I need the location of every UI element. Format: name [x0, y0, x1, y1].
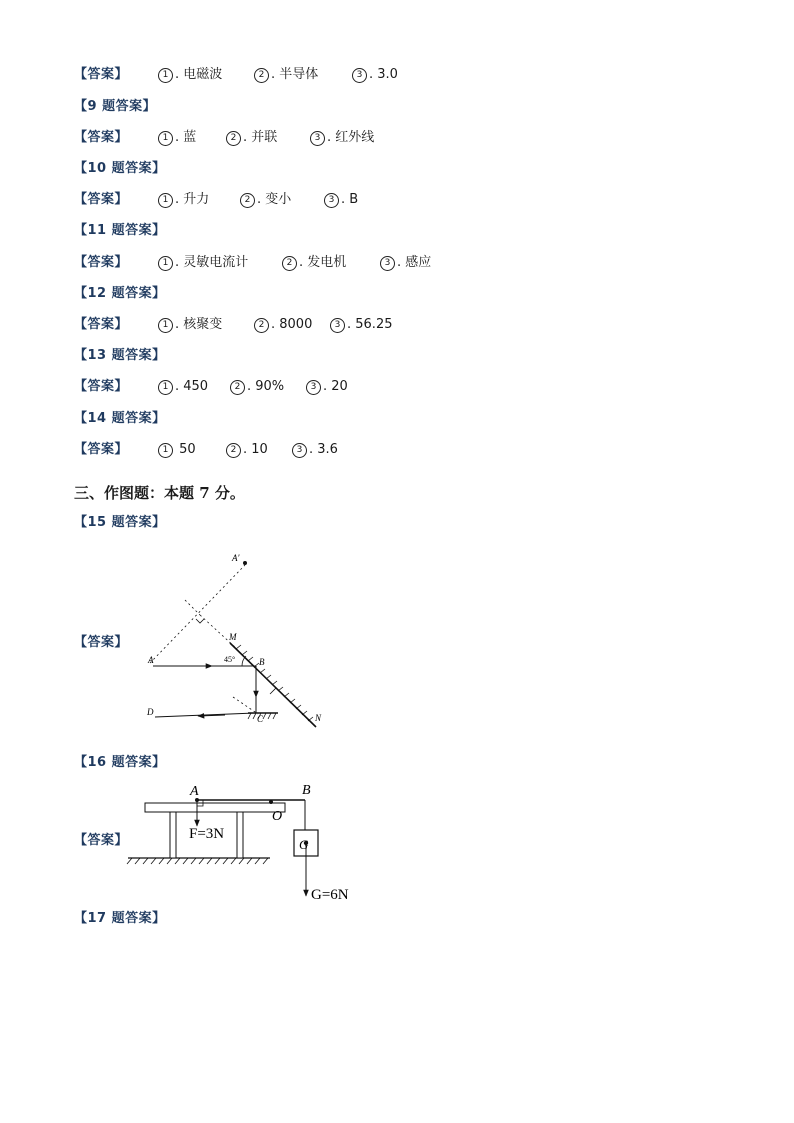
answer-tag: 【答案】	[74, 833, 129, 848]
question-15-header: 【15 题答案】	[74, 515, 166, 530]
circled-number-icon: 1	[158, 256, 173, 271]
table-leg	[170, 812, 176, 858]
label-o: O	[272, 809, 283, 824]
circled-number-icon: 3	[306, 380, 321, 395]
table-top	[145, 803, 285, 812]
answer-item-1: 1 . 电磁波	[158, 64, 222, 86]
answer-item-1: 1 . 灵敏电流计	[158, 252, 248, 274]
circled-number-icon: 3	[310, 131, 325, 146]
question-12-header: 【12 题答案】	[74, 286, 166, 301]
label-b: B	[302, 783, 311, 798]
answer-item-3: 3 . 红外线	[310, 127, 374, 149]
answer-tag: 【答案】	[74, 635, 129, 650]
answer-item-2: 2 . 发电机	[282, 252, 346, 274]
answer-item-3: 3 . 20	[306, 376, 348, 398]
answer-item-1: 1 . 升力	[158, 189, 209, 211]
answer-item-3: 3 . 56.25	[330, 314, 392, 336]
answer-tag: 【答案】	[74, 379, 129, 394]
label-a: A	[190, 784, 199, 799]
circled-number-icon: 1	[158, 318, 173, 333]
answer-tag: 【答案】	[74, 192, 129, 207]
circled-number-icon: 2	[254, 318, 269, 333]
circled-number-icon: 1	[158, 68, 173, 83]
answer-item-1: 1 . 450	[158, 376, 208, 398]
question-9-header: 【9 题答案】	[74, 99, 157, 114]
circled-number-icon: 2	[226, 443, 241, 458]
question-10-header: 【10 题答案】	[74, 161, 166, 176]
answer-row-10	[74, 189, 359, 211]
label-force-f: F=3N	[189, 826, 225, 842]
answer-item-2: 2 . 8000	[254, 314, 312, 336]
label-g: G	[299, 837, 309, 852]
answer-row-14	[74, 439, 338, 461]
question-17-header: 【17 题答案】	[74, 911, 166, 926]
answer-row-12	[74, 314, 393, 336]
pivot-point	[269, 800, 273, 804]
label-a-prime: A′	[232, 553, 240, 563]
answer-tag: 【答案】	[74, 130, 129, 145]
label-m: M	[229, 632, 237, 642]
table-leg	[237, 812, 243, 858]
answer-item-2: 2 . 90%	[230, 376, 284, 398]
answer-item-1: 1 . 核聚变	[158, 314, 222, 336]
question-13-header: 【13 题答案】	[74, 348, 166, 363]
answer-item-3: 3 . 3.6	[292, 439, 338, 461]
output-ray	[155, 713, 256, 717]
label-n: N	[315, 713, 322, 723]
label-b: B	[259, 657, 265, 667]
circled-number-icon: 1	[158, 443, 173, 458]
mirror-hatch	[236, 645, 313, 721]
circled-number-icon: 1	[158, 193, 173, 208]
answer-item-3: 3 . 感应	[380, 252, 431, 274]
label-force-g: G=6N	[311, 887, 349, 903]
answer-item-2: 2 . 并联	[226, 127, 277, 149]
question-14-header: 【14 题答案】	[74, 411, 166, 426]
image-point	[243, 561, 247, 565]
mirror-reflection-diagram	[140, 545, 340, 735]
circled-number-icon: 2	[240, 193, 255, 208]
question-11-header: 【11 题答案】	[74, 223, 166, 238]
circled-number-icon: 3	[380, 256, 395, 271]
circled-number-icon: 2	[226, 131, 241, 146]
answer-tag: 【答案】	[74, 255, 129, 270]
label-angle: 45°	[224, 655, 236, 664]
answer-row-13	[74, 376, 348, 398]
circled-number-icon: 3	[292, 443, 307, 458]
answer-tag: 【答案】	[74, 442, 129, 457]
section-title: 三、作图题：本题 7 分。	[74, 484, 245, 502]
answer-item-2: 2 . 半导体	[254, 64, 318, 86]
circled-number-icon: 2	[254, 68, 269, 83]
answer-item-1: 1 50	[158, 439, 196, 461]
lever-diagram	[125, 778, 365, 904]
answer-tag: 【答案】	[74, 317, 129, 332]
answer-item-3: 3 . 3.0	[352, 64, 398, 86]
circled-number-icon: 2	[282, 256, 297, 271]
answer-item-1: 1 . 蓝	[158, 127, 196, 149]
circled-number-icon: 1	[158, 131, 173, 146]
circled-number-icon: 3	[352, 68, 367, 83]
answer-row-11	[74, 252, 432, 274]
label-c: C	[257, 714, 264, 724]
answer-row-8	[74, 64, 398, 86]
circled-number-icon: 3	[330, 318, 345, 333]
question-16-header: 【16 题答案】	[74, 755, 166, 770]
label-a: A	[148, 655, 154, 665]
answer-item-3: 3 . B	[324, 189, 358, 211]
answer-row-9	[74, 127, 375, 149]
circled-number-icon: 3	[324, 193, 339, 208]
answer-item-2: 2 . 变小	[240, 189, 291, 211]
answer-tag: 【答案】	[74, 67, 129, 82]
circled-number-icon: 1	[158, 380, 173, 395]
answer-item-2: 2 . 10	[226, 439, 268, 461]
circled-number-icon: 2	[230, 380, 245, 395]
label-d: D	[147, 707, 154, 717]
